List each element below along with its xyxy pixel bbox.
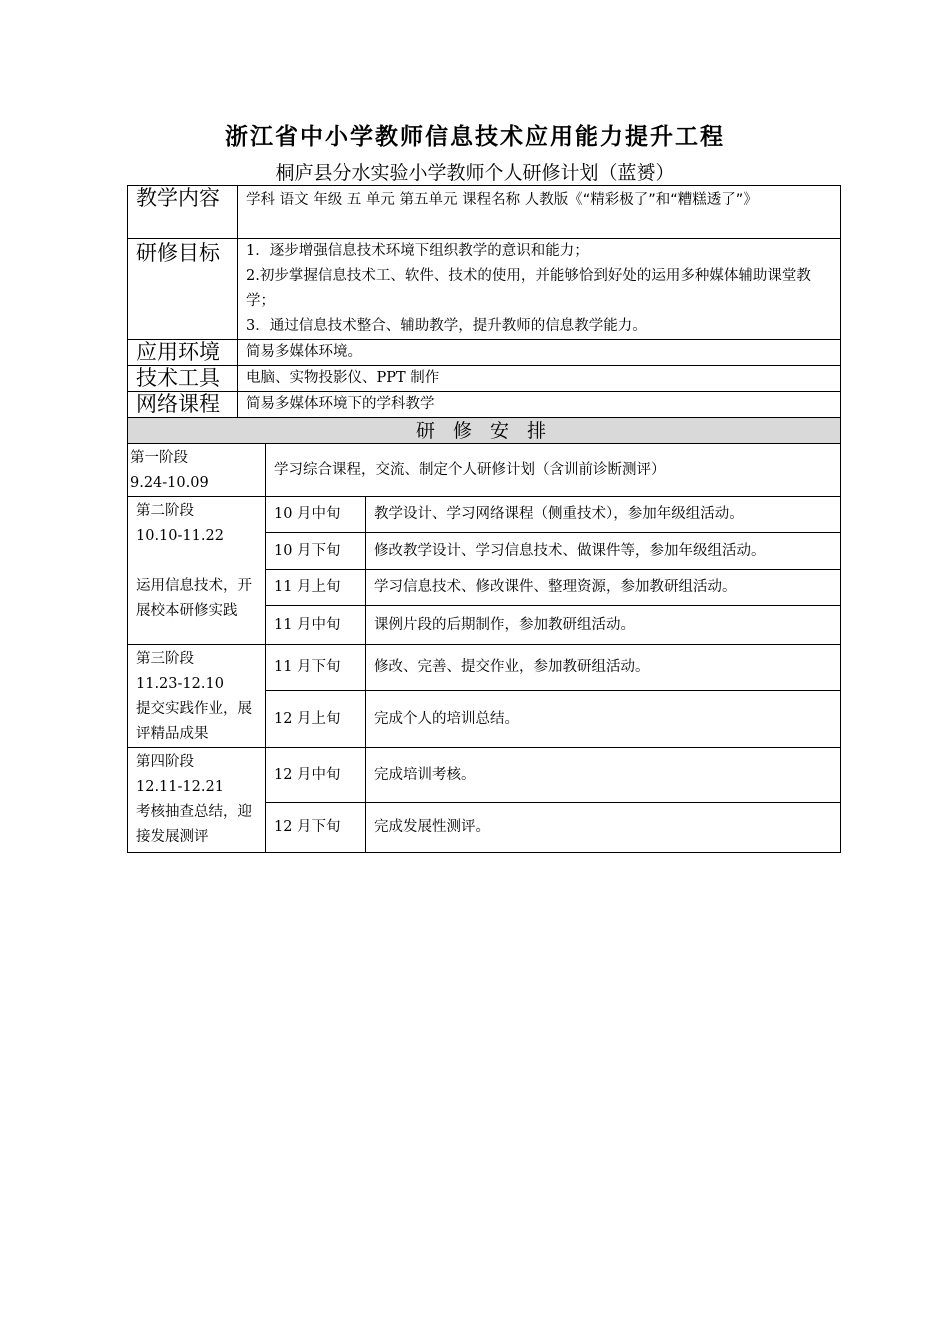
task-cell: 修改教学设计、学习信息技术、做课件等，参加年级组活动。 bbox=[366, 533, 841, 570]
stage-name: 第三阶段 bbox=[136, 651, 194, 667]
task-cell: 完成培训考核。 bbox=[366, 748, 841, 803]
period-cell: 12 月下旬 bbox=[266, 803, 366, 853]
tools-row bbox=[128, 366, 841, 392]
period-cell: 12 月上旬 bbox=[266, 691, 366, 748]
stage-1-text: 学习综合课程，交流、制定个人研修计划（含训前诊断测评） bbox=[266, 444, 841, 497]
period-cell: 12 月中旬 bbox=[266, 748, 366, 803]
task-cell: 教学设计、学习网络课程（侧重技术），参加年级组活动。 bbox=[366, 497, 841, 533]
schedule-header: 研 修 安 排 bbox=[128, 418, 841, 444]
content-label: 教学内容 bbox=[128, 186, 238, 239]
schedule-row bbox=[128, 645, 841, 691]
stage-note: 提交实践作业，展评精品成果 bbox=[136, 701, 252, 742]
task-cell: 课例片段的后期制作，参加教研组活动。 bbox=[366, 606, 841, 645]
environment-value: 简易多媒体环境。 bbox=[238, 340, 841, 366]
stage-name: 第四阶段 bbox=[136, 754, 194, 770]
goals-row bbox=[128, 239, 841, 340]
environment-row bbox=[128, 340, 841, 366]
period-cell: 11 月中旬 bbox=[266, 606, 366, 645]
period-cell: 10 月下旬 bbox=[266, 533, 366, 570]
document-title: 浙江省中小学教师信息技术应用能力提升工程 bbox=[225, 123, 725, 150]
goals-value bbox=[238, 239, 841, 340]
stage-name: 第二阶段 bbox=[136, 503, 194, 519]
stage-4-cell bbox=[128, 748, 266, 853]
document-subtitle: 桐庐县分水实验小学教师个人研修计划（蓝赟） bbox=[275, 162, 675, 184]
environment-label: 应用环境 bbox=[128, 340, 238, 366]
course-value: 简易多媒体环境下的学科教学 bbox=[238, 392, 841, 418]
stage-row bbox=[128, 444, 841, 497]
content-row bbox=[128, 186, 841, 239]
period-cell: 11 月上旬 bbox=[266, 570, 366, 606]
goals-label: 研修目标 bbox=[128, 239, 238, 340]
goal-item: 1．逐步增强信息技术环境下组织教学的意识和能力； bbox=[246, 243, 589, 259]
goal-item: 2.初步掌握信息技术工、软件、技术的使用，并能够恰到好处的运用多种媒体辅助课堂教学； bbox=[246, 268, 811, 309]
content-value: 学科 语文 年级 五 单元 第五单元 课程名称 人教版《“精彩极了”和“糟糕透了”》 bbox=[238, 186, 841, 239]
stage-2-cell bbox=[128, 497, 266, 645]
goal-item: 3．通过信息技术整合、辅助教学，提升教师的信息教学能力。 bbox=[246, 318, 647, 334]
stage-name: 第一阶段 bbox=[130, 450, 188, 466]
course-label: 网络课程 bbox=[128, 392, 238, 418]
period-cell: 10 月中旬 bbox=[266, 497, 366, 533]
task-cell: 完成个人的培训总结。 bbox=[366, 691, 841, 748]
stage-dates: 9.24-10.09 bbox=[130, 475, 209, 491]
task-cell: 完成发展性测评。 bbox=[366, 803, 841, 853]
period-cell: 11 月下旬 bbox=[266, 645, 366, 691]
tools-label: 技术工具 bbox=[128, 366, 238, 392]
stage-dates: 12.11-12.21 bbox=[136, 779, 224, 795]
schedule-row bbox=[128, 748, 841, 803]
stage-1-cell bbox=[128, 444, 266, 497]
stage-dates: 10.10-11.22 bbox=[136, 528, 224, 544]
tools-value: 电脑、实物投影仪、PPT 制作 bbox=[238, 366, 841, 392]
stage-note: 考核抽查总结，迎接发展测评 bbox=[136, 804, 252, 845]
task-cell: 修改、完善、提交作业，参加教研组活动。 bbox=[366, 645, 841, 691]
stage-dates: 11.23-12.10 bbox=[136, 676, 224, 692]
stage-3-cell bbox=[128, 645, 266, 748]
schedule-header-row bbox=[128, 418, 841, 444]
plan-table bbox=[127, 185, 841, 853]
schedule-row bbox=[128, 497, 841, 533]
stage-note: 运用信息技术，开展校本研修实践 bbox=[136, 578, 252, 619]
course-row bbox=[128, 392, 841, 418]
task-cell: 学习信息技术、修改课件、整理资源，参加教研组活动。 bbox=[366, 570, 841, 606]
